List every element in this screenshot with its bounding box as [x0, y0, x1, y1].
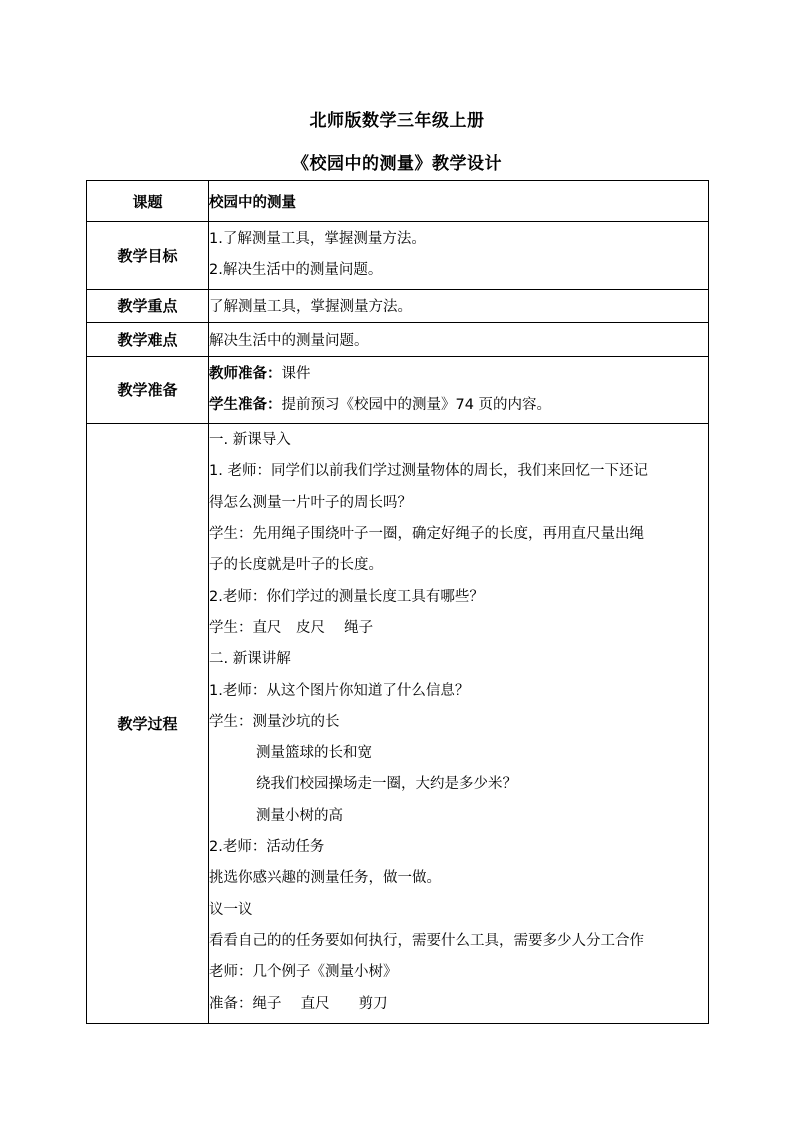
student-preparation [209, 390, 708, 421]
value-preparation [209, 356, 709, 424]
label-subject: 课题 [87, 181, 209, 222]
teacher-preparation-label: 教师准备： [209, 365, 282, 382]
value-subject: 校园中的测量 [209, 181, 709, 222]
process-line: 子的长度就是叶子的长度。 [209, 557, 383, 574]
value-objectives [209, 222, 709, 290]
label-preparation: 教学准备 [87, 356, 209, 424]
teacher-preparation-value: 课件 [281, 365, 311, 382]
teacher-preparation [209, 359, 708, 390]
process-line: 绕我们校园操场走一圈，大约是多少米？ [256, 776, 517, 793]
process-line: 1. 老师：同学们以前我们学过测量物体的周长，我们来回忆一下还记 [209, 463, 648, 480]
value-process [209, 424, 709, 1024]
process-line: 测量小树的高 [256, 807, 343, 824]
process-line: 二. 新课讲解 [209, 651, 291, 668]
process-line: 准备：绳子 直尺 剪刀 [209, 995, 388, 1012]
label-difficulty: 教学难点 [87, 322, 209, 356]
row-subject [87, 181, 709, 222]
row-difficulty [87, 322, 709, 356]
process-line: 老师：几个例子《测量小树》 [209, 964, 398, 981]
process-line: 看看自己的的任务要如何执行，需要什么工具，需要多少人分工合作 [209, 932, 644, 949]
process-line: 一. 新课导入 [209, 432, 291, 449]
process-line: 学生：直尺 皮尺 绳子 [209, 619, 374, 636]
label-key-point: 教学重点 [87, 289, 209, 322]
row-objectives [87, 222, 709, 290]
process-line: 测量篮球的长和宽 [256, 745, 372, 762]
label-process: 教学过程 [87, 424, 209, 1024]
row-process [87, 424, 709, 1024]
process-line: 议一议 [209, 901, 253, 918]
row-key-point [87, 289, 709, 322]
student-preparation-label: 学生准备： [209, 396, 282, 413]
process-line: 得怎么测量一片叶子的周长吗？ [209, 494, 412, 511]
value-difficulty: 解决生活中的测量问题。 [209, 322, 709, 356]
process-line: 挑选你感兴趣的测量任务，做一做。 [209, 870, 441, 887]
process-line: 学生：先用绳子围绕叶子一圈，确定好绳子的长度，再用直尺量出绳 [209, 526, 644, 543]
student-preparation-value: 提前预习《校园中的测量》74 页的内容。 [281, 396, 552, 413]
label-objectives: 教学目标 [87, 222, 209, 290]
document-title: 北师版数学三年级上册 [309, 111, 485, 131]
lesson-plan-table [86, 180, 709, 1024]
row-preparation [87, 356, 709, 424]
objective-line: 1.了解测量工具，掌握测量方法。 [209, 231, 426, 247]
process-line: 2.老师：你们学过的测量长度工具有哪些？ [209, 588, 484, 605]
process-line: 1.老师：从这个图片你知道了什么信息？ [209, 682, 470, 699]
value-key-point: 了解测量工具，掌握测量方法。 [209, 289, 709, 322]
objective-line: 2.解决生活中的测量问题。 [209, 262, 383, 279]
process-line: 学生：测量沙坑的长 [209, 713, 340, 730]
process-line: 2.老师：活动任务 [209, 839, 325, 856]
document-subtitle: 《校园中的测量》教学设计 [292, 154, 502, 174]
